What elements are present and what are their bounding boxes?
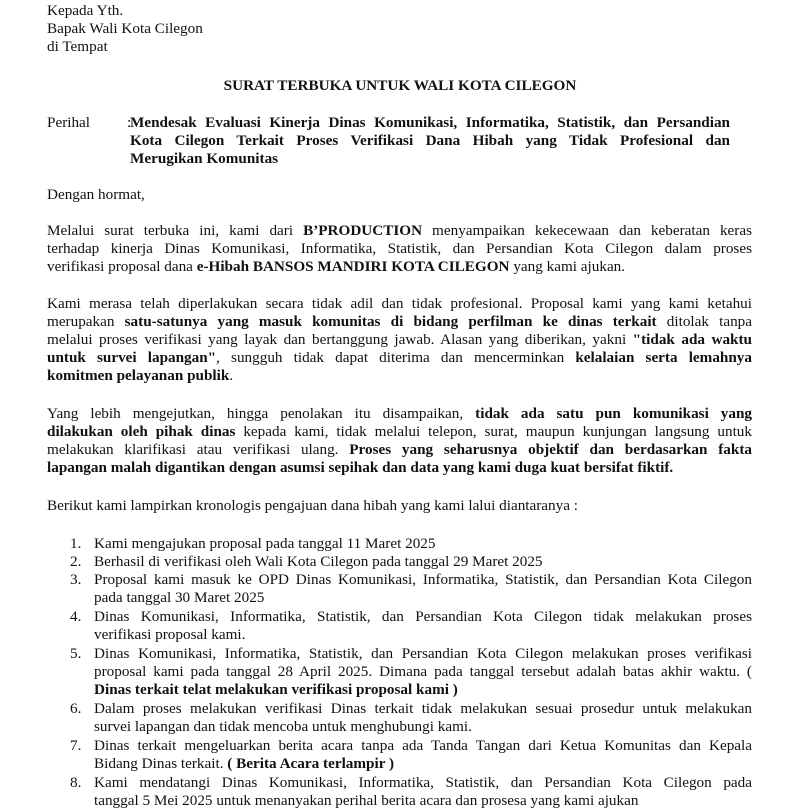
- perihal-colon: :: [127, 114, 132, 131]
- p2-line-5: komitmen pelayanan publik.: [47, 367, 234, 384]
- list-item-5-line-2: proposal kami pada tanggal 28 April 2025. Dimana pada tanggal tersebut adalah batas akhir waktu. (: [94, 663, 752, 680]
- list-number: 3.: [70, 571, 82, 588]
- p3-line-1: Yang lebih mengejutkan, hingga penolakan itu disampaikan, tidak ada satu pun komunikasi yang: [47, 405, 753, 422]
- list-number: 4.: [70, 608, 82, 625]
- list-item-5-line-3: Dinas terkait telat melakukan verifikasi proposal kami ): [94, 681, 458, 698]
- list-number: 8.: [70, 774, 82, 791]
- p4-line: Berikut kami lampirkan kronologis pengajuan dana hibah yang kami lalui diantaranya :: [47, 497, 578, 514]
- letter-title: SURAT TERBUKA UNTUK WALI KOTA CILEGON: [223, 77, 577, 94]
- perihal-label: Perihal: [47, 114, 91, 131]
- list-item-3-line-2: pada tanggal 30 Maret 2025: [94, 589, 265, 606]
- recipient-line-3: di Tempat: [47, 38, 108, 55]
- p1-line-3: verifikasi proposal dana e-Hibah BANSOS MANDIRI KOTA CILEGON yang kami ajukan.: [47, 258, 626, 275]
- perihal-line-2: Kota Cilegon Terkait Proses Verifikasi Dana Hibah yang Tidak Profesional dan: [130, 132, 730, 149]
- list-item-5-line-1: Dinas Komunikasi, Informatika, Statistik, dan Persandian Kota Cilegon melakukan proses verifikasi: [94, 645, 752, 662]
- list-number: 7.: [70, 737, 82, 754]
- p3-line-3: melakukan klarifikasi atau verifikasi ulang. Proses yang seharusnya objektif dan berdasarkan fakta: [47, 441, 752, 458]
- list-number: 5.: [70, 645, 82, 662]
- recipient-line-1: Kepada Yth.: [47, 2, 124, 19]
- p2-line-4: untuk survei lapangan", sungguh tidak dapat diterima dan mencerminkan kelalaian serta lemahnya: [47, 349, 752, 366]
- list-number: 6.: [70, 700, 82, 717]
- list-item-7-line-1: Dinas terkait mengeluarkan berita acara tanpa ada Tanda Tangan dari Ketua Komunitas dan Kepala: [94, 737, 752, 754]
- list-number: 2.: [70, 553, 82, 570]
- p2-line-3: melalui proses verifikasi yang layak dan bertanggung jawab. Alasan yang diberikan, yakni "tidak ada waktu: [47, 331, 752, 348]
- list-item-4-line-1: Dinas Komunikasi, Informatika, Statistik, dan Persandian Kota Cilegon tidak melakukan proses: [94, 608, 752, 625]
- p1-line-1: Melalui surat terbuka ini, kami dari B’PRODUCTION menyampaikan kekecewaan dan keberatan keras: [47, 222, 752, 239]
- perihal-line-3: Merugikan Komunitas: [130, 150, 279, 167]
- list-item-4-line-2: verifikasi proposal kami.: [94, 626, 246, 643]
- perihal-line-1: Mendesak Evaluasi Kinerja Dinas Komunikasi, Informatika, Statistik, dan Persandian: [130, 114, 730, 131]
- list-number: 1.: [70, 535, 82, 552]
- list-item-1: Kami mengajukan proposal pada tanggal 11 Maret 2025: [94, 535, 436, 552]
- list-item-8-line-1: Kami mendatangi Dinas Komunikasi, Informatika, Statistik, dan Persandian Kota Cilegon pada: [94, 774, 752, 791]
- list-item-6-line-2: survei lapangan dan tidak mencoba untuk menghubungi kami.: [94, 718, 472, 735]
- list-item-8-line-2: tanggal 5 Mei 2025 untuk menanyakan perihal berita acara dan prosesa yang kami ajukan: [94, 792, 639, 809]
- greeting: Dengan hormat,: [47, 186, 145, 203]
- recipient-line-2: Bapak Wali Kota Cilegon: [47, 20, 203, 37]
- list-item-3-line-1: Proposal kami masuk ke OPD Dinas Komunikasi, Informatika, Statistik, dan Persandian Kota Cilegon: [94, 571, 752, 588]
- p3-line-2: dilakukan oleh pihak dinas kepada kami, tidak melalui telepon, surat, maupun kunjungan langsung untuk: [47, 423, 752, 440]
- p1-line-2: terhadap kinerja Dinas Komunikasi, Informatika, Statistik, dan Persandian Kota Cilegon dalam proses: [47, 240, 752, 257]
- list-item-2: Berhasil di verifikasi oleh Wali Kota Cilegon pada tanggal 29 Maret 2025: [94, 553, 543, 570]
- p2-line-1: Kami merasa telah diperlakukan secara tidak adil dan tidak profesional. Proposal kami yang kami ketahui: [47, 295, 752, 312]
- p2-line-2: merupakan satu-satunya yang masuk komunitas di bidang perfilman ke dinas terkait ditolak tanpa: [47, 313, 753, 330]
- list-item-7-line-2: Bidang Dinas terkait. ( Berita Acara terlampir ): [94, 755, 395, 772]
- p3-line-4: lapangan malah digantikan dengan asumsi sepihak dan data yang kami duga kuat bersifat fiktif.: [47, 459, 674, 476]
- list-item-6-line-1: Dalam proses melakukan verifikasi Dinas terkait tidak melakukan sesuai prosedur untuk melakukan: [94, 700, 752, 717]
